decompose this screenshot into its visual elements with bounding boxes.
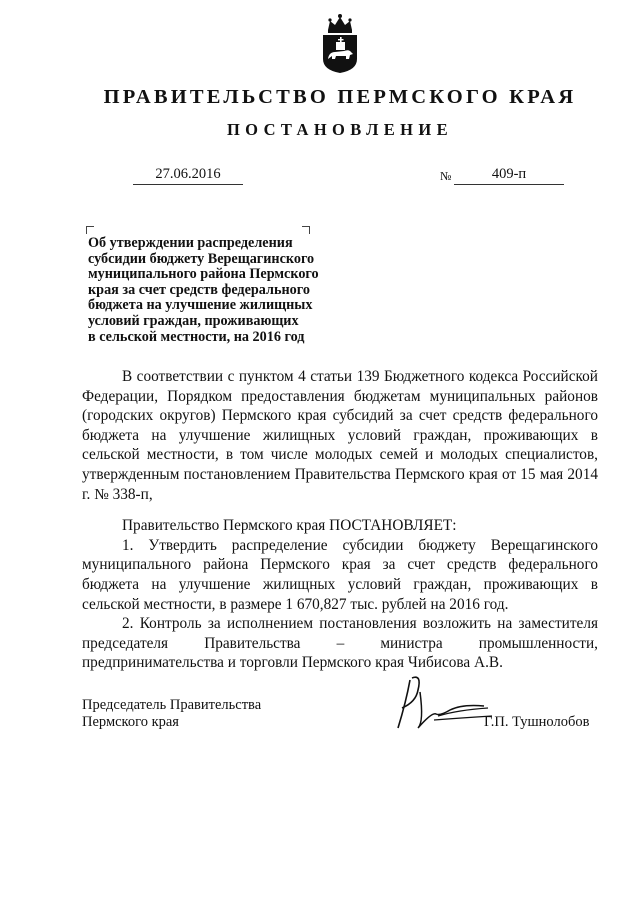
subject-line: условий граждан, проживающих	[88, 312, 299, 329]
preamble-paragraph: В соответствии с пунктом 4 статьи 139 Бюджетного кодекса Российской Федерации, Порядком предоставления бюджетам муниципальных районов (городских округов) Пермского края субсидий за счет средств федерального бюджета на улучшение жилищных условий граждан, проживающих в сельской местности, в том числе молодых семей и молодых специалистов, утвержденным постановлением Правительства Пермского края от 15 мая 2014 г. № 338-п,	[82, 368, 598, 503]
subject-corner-right	[302, 226, 310, 234]
item-1-paragraph: 1. Утвердить распределение субсидии бюджету Верещагинского муниципального района Пермского края за счет средств федерального бюджета на улучшение жилищных условий граждан, проживающих в сельской местности, в размере 1 670,827 тыс. рублей на 2016 год.	[82, 536, 598, 613]
signatory-title-line: Председатель Правительства	[82, 697, 262, 713]
handwritten-signature-icon	[388, 672, 498, 736]
perm-krai-coat-of-arms-icon	[319, 12, 361, 74]
subject-line: края за счет средств федерального	[88, 281, 310, 298]
subject-corner-left	[86, 226, 94, 234]
signatory-title-line: Пермского края	[82, 714, 179, 730]
subject-line: в сельской местности, на 2016 год	[88, 328, 305, 345]
signatory-name: Г.П. Тушнолобов	[484, 714, 590, 730]
government-title: ПРАВИТЕЛЬСТВО ПЕРМСКОГО КРАЯ	[103, 86, 577, 108]
subject-line: Об утверждении распределения	[88, 235, 293, 251]
document-body	[82, 367, 598, 673]
document-subject	[88, 236, 350, 345]
subject-line: бюджета на улучшение жилищных	[88, 297, 313, 314]
item-2-paragraph: 2. Контроль за исполнением постановления возложить на заместителя председателя Правительства – министра промышленности, предпринимательства и торговли Пермского края Чибисова А.В.	[82, 615, 598, 672]
document-type: ПОСТАНОВЛЕНИЕ	[226, 120, 454, 139]
resolves-paragraph: Правительство Пермского края ПОСТАНОВЛЯЕТ:	[122, 517, 457, 535]
document-date: 27.06.2016	[133, 164, 243, 185]
number-sign: №	[440, 169, 452, 183]
signatory-title	[82, 697, 261, 731]
subject-line: муниципального района Пермского	[88, 266, 319, 283]
subject-line: субсидии бюджету Верещагинского	[88, 250, 315, 267]
document-number: 409-п	[454, 164, 564, 185]
